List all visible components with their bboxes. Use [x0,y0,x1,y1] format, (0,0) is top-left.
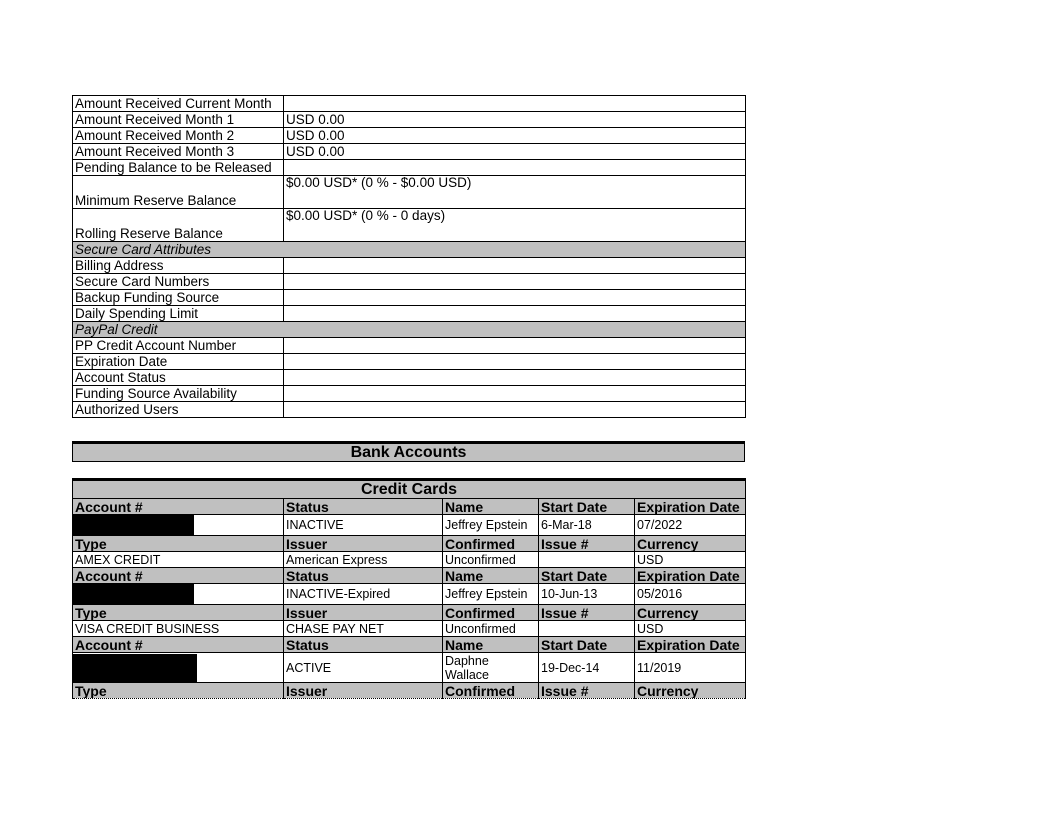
card-name: Daphne Wallace [443,653,539,683]
header-row [73,683,746,699]
header-currency: Currency [635,536,746,552]
header-currency: Currency [635,683,746,699]
row-label: Backup Funding Source [73,290,284,306]
card-start-date: 10-Jun-13 [539,584,635,605]
header-confirmed: Confirmed [443,536,539,552]
row-value [284,402,746,418]
row-value [284,370,746,386]
row-label: Rolling Reserve Balance [73,209,284,242]
header-issuer: Issuer [284,605,443,621]
header-confirmed: Confirmed [443,605,539,621]
header-issuer: Issuer [284,536,443,552]
row-value [284,96,746,112]
row-value [284,258,746,274]
header-type: Type [73,683,284,699]
card-name: Jeffrey Epstein [443,515,539,536]
card-type: AMEX CREDIT [73,552,284,568]
card-currency: USD [635,621,746,637]
header-start-date: Start Date [539,568,635,584]
row-label: Funding Source Availability [73,386,284,402]
header-name: Name [443,568,539,584]
card-confirmed: Unconfirmed [443,621,539,637]
header-expiration-date: Expiration Date [635,637,746,653]
header-status: Status [284,637,443,653]
row-label: Amount Received Month 1 [73,112,284,128]
section-header-paypal-credit [73,322,746,338]
redaction-block [73,654,198,682]
row-label: Amount Received Month 3 [73,144,284,160]
credit-cards-table [72,478,746,699]
section-title: PayPal Credit [73,322,746,338]
header-row [73,605,746,621]
header-expiration-date: Expiration Date [635,499,746,515]
row-label: Pending Balance to be Released [73,160,284,176]
header-type: Type [73,536,284,552]
summary-row [73,144,746,160]
card-name: Jeffrey Epstein [443,584,539,605]
header-status: Status [284,499,443,515]
card-row [73,584,746,605]
summary-row [73,176,746,209]
card-status: ACTIVE [284,653,443,683]
row-value [284,386,746,402]
summary-row [73,128,746,144]
row-value [284,338,746,354]
row-label: Expiration Date [73,354,284,370]
row-value [284,274,746,290]
summary-row [73,370,746,386]
summary-row [73,112,746,128]
row-value [284,354,746,370]
card-confirmed: Unconfirmed [443,552,539,568]
summary-row [73,274,746,290]
row-label: PP Credit Account Number [73,338,284,354]
summary-row [73,338,746,354]
row-value: $0.00 USD* (0 % - $0.00 USD) [284,176,746,209]
summary-row [73,386,746,402]
header-expiration-date: Expiration Date [635,568,746,584]
account-number-cell [73,653,284,683]
card-row [73,621,746,637]
summary-row [73,209,746,242]
summary-row [73,354,746,370]
summary-row [73,402,746,418]
card-type: VISA CREDIT BUSINESS [73,621,284,637]
card-expiration-date: 07/2022 [635,515,746,536]
card-start-date: 6-Mar-18 [539,515,635,536]
row-value: USD 0.00 [284,112,746,128]
header-status: Status [284,568,443,584]
row-label: Account Status [73,370,284,386]
row-label: Amount Received Month 2 [73,128,284,144]
redaction-block [73,584,194,604]
header-row [73,536,746,552]
row-value: $0.00 USD* (0 % - 0 days) [284,209,746,242]
header-issuer: Issuer [284,683,443,699]
card-issuer: CHASE PAY NET [284,621,443,637]
header-start-date: Start Date [539,499,635,515]
card-start-date: 19-Dec-14 [539,653,635,683]
row-value: USD 0.00 [284,128,746,144]
card-row [73,515,746,536]
account-number-cell [73,584,284,605]
row-label: Billing Address [73,258,284,274]
card-row [73,552,746,568]
row-value: USD 0.00 [284,144,746,160]
bank-accounts-title: Bank Accounts [73,443,745,462]
account-summary-table [72,95,746,418]
header-name: Name [443,499,539,515]
header-currency: Currency [635,605,746,621]
bank-accounts-section [72,441,745,462]
row-label: Minimum Reserve Balance [73,176,284,209]
row-label: Amount Received Current Month [73,96,284,112]
credit-cards-title-row [73,480,746,499]
header-type: Type [73,605,284,621]
summary-row [73,96,746,112]
header-issue: Issue # [539,605,635,621]
summary-row [73,290,746,306]
card-currency: USD [635,552,746,568]
summary-row [73,258,746,274]
header-account: Account # [73,568,284,584]
card-status: INACTIVE-Expired [284,584,443,605]
row-value [284,306,746,322]
summary-row [73,160,746,176]
row-value [284,160,746,176]
card-row [73,653,746,683]
header-row [73,568,746,584]
section-title: Secure Card Attributes [73,242,746,258]
credit-cards-title: Credit Cards [73,480,746,499]
account-number-cell [73,515,284,536]
row-label: Daily Spending Limit [73,306,284,322]
header-account: Account # [73,637,284,653]
header-issue: Issue # [539,536,635,552]
header-confirmed: Confirmed [443,683,539,699]
card-issuer: American Express [284,552,443,568]
redaction-block [73,515,194,535]
card-issue [539,552,635,568]
row-value [284,290,746,306]
card-issue [539,621,635,637]
header-row [73,637,746,653]
header-row [73,499,746,515]
header-start-date: Start Date [539,637,635,653]
row-label: Authorized Users [73,402,284,418]
header-issue: Issue # [539,683,635,699]
card-expiration-date: 11/2019 [635,653,746,683]
card-expiration-date: 05/2016 [635,584,746,605]
summary-row [73,306,746,322]
row-label: Secure Card Numbers [73,274,284,290]
header-name: Name [443,637,539,653]
card-status: INACTIVE [284,515,443,536]
header-account: Account # [73,499,284,515]
section-header-secure-card [73,242,746,258]
